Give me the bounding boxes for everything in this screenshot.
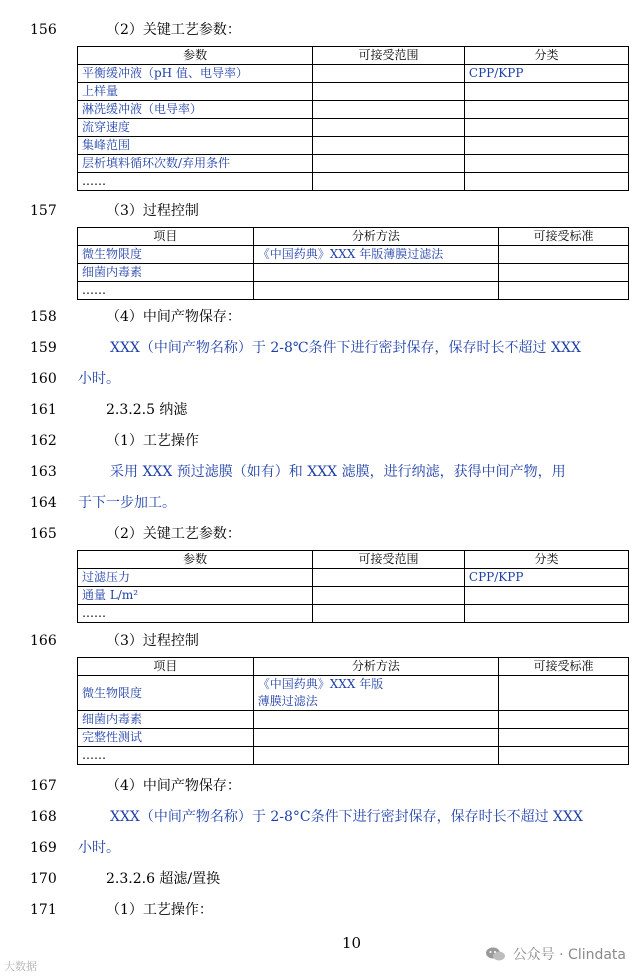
line-163 [0,460,644,484]
line-169 [0,836,644,860]
line-166 [0,629,644,653]
table-cell [253,711,498,729]
table-cell [498,676,628,711]
col-header: 分析方法 [253,228,498,246]
col-header: 项目 [78,658,254,676]
section-heading: （4）中间产物保存： [106,778,241,794]
process-control-table-1 [77,227,629,300]
key-params-table-1 [77,46,629,191]
table-cell [313,65,465,83]
table-cell: …… [78,282,254,300]
table-cell: …… [78,605,313,623]
col-header: 参数 [78,47,313,65]
table-row [78,101,629,119]
table-cell [498,711,628,729]
table-cell [498,264,628,282]
table-cell [464,137,628,155]
line-number: 163 [30,464,57,480]
table-cell: 上样量 [78,83,313,101]
table-cell: 微生物限度 [78,246,254,264]
table-row [78,246,629,264]
line-number: 160 [30,371,57,387]
body-text: 于下一步加工。 [78,495,176,511]
table-cell: 通量 L/m² [78,587,313,605]
col-header: 项目 [78,228,254,246]
table-cell [464,587,628,605]
table-cell [464,173,628,191]
body-text: 小时。 [78,371,120,387]
table-cell [313,173,465,191]
table-cell: 完整性测试 [78,729,254,747]
line-170 [0,867,644,891]
table-row [78,729,629,747]
table-cell: 层析填料循环次数/弃用条件 [78,155,313,173]
line-number: 166 [30,633,57,649]
line-number: 167 [30,778,57,794]
line-number: 157 [30,203,57,219]
section-heading: （3）过程控制 [106,203,199,219]
key-params-table-2 [77,550,629,623]
table-cell [313,137,465,155]
subsection-title: 2.3.2.6 超滤/置换 [106,871,221,887]
line-157 [0,199,644,223]
table-row [78,119,629,137]
body-text: 小时。 [78,840,120,856]
table-cell [498,747,628,765]
line-171 [0,898,644,922]
table-row [78,747,629,765]
line-number: 158 [30,309,57,325]
table-cell: 微生物限度 [78,676,254,711]
line-number: 164 [30,495,57,511]
section-heading: （2）关键工艺参数： [106,22,241,38]
table-row [78,605,629,623]
table-row [78,155,629,173]
col-header: 分类 [464,551,628,569]
table-cell [464,155,628,173]
col-header: 可接受标准 [498,658,628,676]
table-cell [313,605,465,623]
table-row [78,83,629,101]
table-row [78,137,629,155]
wechat-icon [485,946,507,962]
table-cell: 流穿速度 [78,119,313,137]
table-cell [313,83,465,101]
table-cell [253,264,498,282]
line-158 [0,305,644,329]
table-cell [313,101,465,119]
table-cell [253,282,498,300]
table-cell: 淋洗缓冲液（电导率） [78,101,313,119]
watermark-left: 大数据 [4,960,37,973]
table-cell: 细菌内毒素 [78,711,254,729]
body-text: 采用 XXX 预过滤膜（如有）和 XXX 滤膜，进行纳滤，获得中间产物，用 [110,464,566,480]
body-text: XXX（中间产物名称）于 2-8°C条件下进行密封保存，保存时长不超过 XXX [110,809,583,825]
line-164 [0,491,644,515]
line-156 [0,18,644,42]
line-165 [0,522,644,546]
col-header: 分析方法 [253,658,498,676]
table-cell: 《中国药典》XXX 年版薄膜过滤法 [253,246,498,264]
line-161 [0,398,644,422]
table-cell [498,729,628,747]
table-row [78,264,629,282]
table-cell: …… [78,747,254,765]
process-control-table-2 [77,657,629,765]
col-header: 参数 [78,551,313,569]
table-cell [313,569,465,587]
body-text: XXX（中间产物名称）于 2-8℃条件下进行密封保存，保存时长不超过 XXX [110,340,581,356]
section-heading: （4）中间产物保存： [106,309,241,325]
line-number: 156 [30,22,57,38]
table-row [78,587,629,605]
col-header: 可接受范围 [313,551,465,569]
line-162 [0,429,644,453]
col-header: 分类 [464,47,628,65]
line-number: 161 [30,402,57,418]
table-cell: …… [78,173,313,191]
line-167 [0,774,644,798]
line-number: 169 [30,840,57,856]
line-number: 165 [30,526,57,542]
table-row [78,65,629,83]
table-cell: 平衡缓冲液（pH 值、电导率） [78,65,313,83]
subsection-title: 2.3.2.5 纳滤 [106,402,188,418]
table-cell [498,246,628,264]
line-168 [0,805,644,829]
table-row [78,282,629,300]
line-number: 171 [30,902,57,918]
watermark-text: 公众号 · Clindata [512,947,626,963]
table-cell: 集峰范围 [78,137,313,155]
section-heading: （3）过程控制 [106,633,199,649]
table-cell [498,282,628,300]
section-heading: （2）关键工艺参数： [106,526,241,542]
line-number: 162 [30,433,57,449]
line-number: 170 [30,871,57,887]
table-row [78,676,629,711]
table-cell [313,155,465,173]
table-cell [464,605,628,623]
page-number: 10 [342,934,362,952]
table-row [78,569,629,587]
table-row [78,173,629,191]
table-cell: 细菌内毒素 [78,264,254,282]
table-cell [464,101,628,119]
watermark [485,944,626,964]
col-header: 可接受标准 [498,228,628,246]
table-cell [313,587,465,605]
section-heading: （1）工艺操作： [106,902,213,918]
table-cell: 《中国药典》XXX 年版 薄膜过滤法 [253,676,498,711]
line-160 [0,367,644,391]
line-number: 168 [30,809,57,825]
table-row [78,711,629,729]
table-cell [313,119,465,137]
table-cell: CPP/KPP [464,569,628,587]
section-heading: （1）工艺操作 [106,433,199,449]
table-cell [253,729,498,747]
table-cell [464,119,628,137]
line-159 [0,336,644,360]
table-cell: CPP/KPP [464,65,628,83]
line-number: 159 [30,340,57,356]
table-cell [464,83,628,101]
table-cell: 过滤压力 [78,569,313,587]
col-header: 可接受范围 [313,47,465,65]
table-cell [253,747,498,765]
